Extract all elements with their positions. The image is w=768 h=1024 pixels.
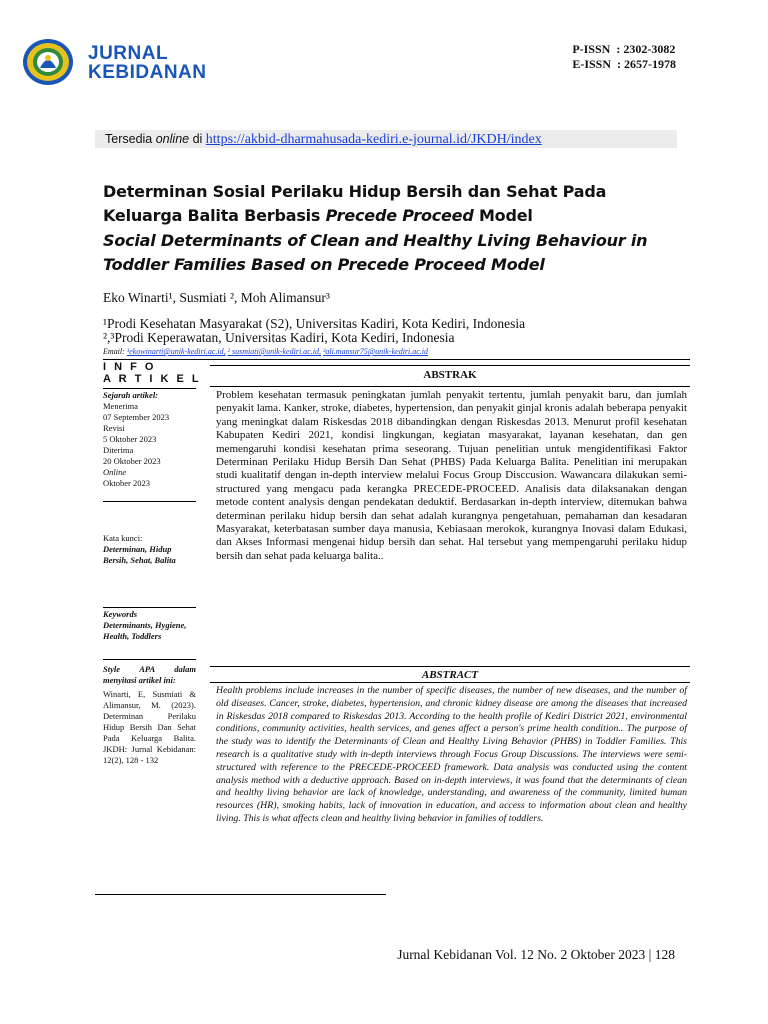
abstract-body: Health problems include increases in the number of specific diseases, the number of new diseases, and the number of old diseases. Cancer, stroke, diabetes, hypertension, and chronic kidney disease are among the diseases that increased in Riskesdas 2018 compared to Riskesdas 2013. According to the health profile of Kediri District 2021, environmental conditions, community activities, health services, and genes affect a person's prime health condition.. The purpose of the study was to identify the Determinants of Clean and Healthy Living Behavior (PHBS) in Toddler Families. This research is a qualitative study with in-depth interviews through Focus Group Discussions. The interviews were semi-structured with reference to the PRECEDE-PROCEED framework. Data analysis was conducted using the content analysis method with a deductive approach. Based on in-depth interviews, it was found that the determinants of clean and healthy living behavior are lack of knowledge, understanding, and awareness of the community, limited human resources (HR), smoking habits, lack of innovation in education, and access to information about clean and healthy living. This is what affects clean and healthy living behavior in families of toddlers.: [216, 685, 687, 824]
email-link-3[interactable]: ³ali.mansur75@unik-kediri.ac.id: [322, 347, 429, 356]
title-id-part1: Determinan Sosial Perilaku Hidup Bersih dan Sehat Pada Keluarga Balita Berbasis: [103, 182, 607, 225]
kata-kunci-label: Kata kunci:: [103, 533, 143, 543]
availability-online: online: [155, 132, 190, 146]
journal-emblem-icon: [22, 38, 74, 86]
authors: Eko Winarti¹, Susmiati ², Moh Alimansur³: [103, 290, 330, 305]
email-label: Email:: [103, 347, 127, 356]
affiliation-2: ²,³Prodi Keperawatan, Universitas Kadiri, Kota Kediri, Indonesia: [103, 330, 455, 345]
affiliation-1: ¹Prodi Kesehatan Masyarakat (S2), Universitas Kadiri, Kota Kediri, Indonesia: [103, 316, 526, 331]
email-link-2[interactable]: ² susmiati@unik-kediri.ac.id,: [227, 347, 321, 356]
kata-kunci-values: Determinan, Hidup Bersih, Sehat, Balita: [103, 544, 176, 565]
journal-logo: [22, 38, 232, 88]
availability-prefix: Tersedia: [105, 132, 156, 146]
history-item: 5 Oktober 2023: [103, 434, 157, 444]
history-divider: [103, 501, 196, 502]
apa-label: Style APA dalam menyitasi artikel ini:: [103, 664, 196, 685]
abstract-heading: ABSTRACT: [421, 669, 479, 681]
keywords-block: [103, 609, 196, 642]
journal-name-line1: JURNAL: [88, 43, 169, 64]
apa-citation: Winarti, E, Susmiati & Alimansur, M. (2023). Determinan Perilaku Hidup Bersih Dan Sehat Pada Keluarga Balita. JKDH: Jurnal Kebidanan: 12(2), 128 - 132: [103, 689, 196, 765]
history-label: Sejarah artikel:: [103, 390, 159, 400]
title-indonesian: [103, 180, 683, 228]
abstrak-heading: ABSTRAK: [423, 369, 477, 381]
apa-citation-block: [103, 664, 196, 766]
history-item: Menerima: [103, 401, 138, 411]
history-item: Oktober 2023: [103, 478, 150, 488]
email-link-1[interactable]: ¹ekowinarti@unik-kediri.ac.id,: [126, 347, 226, 356]
page-footer: Jurnal Kebidanan Vol. 12 No. 2 Oktober 2023 | 128: [397, 947, 675, 962]
abstrak-top-line: [210, 365, 690, 366]
availability-bar: [95, 130, 677, 148]
history-item: 07 September 2023: [103, 412, 170, 422]
issn-block: [572, 42, 676, 72]
info-divider: [103, 388, 196, 389]
journal-name-line2: KEBIDANAN: [88, 62, 207, 83]
abstract-top-line: [210, 666, 690, 667]
footnote-line: [95, 894, 386, 895]
title-id-part2: Model: [473, 206, 533, 225]
abstrak-bottom-line: [210, 386, 690, 387]
history-item: Revisi: [103, 423, 125, 433]
title-id-italic: Precede Proceed: [325, 206, 474, 225]
divider-top: [103, 359, 690, 360]
title-english: Social Determinants of Clean and Healthy Living Behaviour in Toddler Families Based on Precede Proceed Model: [103, 231, 648, 274]
keywords-values: Determinants, Hygiene, Health, Toddlers: [103, 620, 187, 641]
history-item: Diterima: [103, 445, 134, 455]
e-issn: E-ISSN : 2657-1978: [572, 57, 676, 71]
info-heading-line1: I N F O: [103, 361, 156, 373]
info-heading-line2: A R T I K E L: [103, 373, 202, 385]
email-line: [103, 347, 428, 356]
availability-di: di: [189, 132, 206, 146]
abstract-bottom-line: [210, 682, 690, 683]
p-issn: P-ISSN : 2302-3082: [572, 42, 676, 56]
article-history: [103, 390, 196, 489]
keywords-divider: [103, 659, 196, 660]
kata-kunci-divider: [103, 607, 196, 608]
history-item: Online: [103, 467, 127, 477]
history-item: 20 Oktober 2023: [103, 456, 161, 466]
abstrak-body: Problem kesehatan termasuk peningkatan jumlah penyakit tertentu, jumlah penyakit baru, dan jumlah penyakit lama. Kanker, stroke, diabetes, hypertension, dan penyakit ginjal kronis adalah beberapa penyakit yang meningkat dalam Riskesdas 2018 dibandingkan dengan Riskesdas 2013. Menurut profil kesehatan Kabupaten Kediri 2021, kondisi lingkungan, kegiatan masyarakat, layanan kesehatan, dan gen memengaruhi kondisi kesehatan prima seseorang. Tujuan penelitian untuk mengidentifikasi Faktor Determinan Perilaku Hidup Bersih Dan Sehat (PHBS) Pada Keluarga Balita. Penelitian ini merupakan studi kualitatif dengan in-depth interview melalui Focus Group Disccusion. Wawancara dilakukan semi-structured yang mengacu pada kerangka PRECEDE-PROCEED. Analisis data dilaksanakan dengan metode content analysis dengan pendekatan deduktif. Berdasarkan in-depth interview, ditemukan bahwa determinan perilaku hidup bersih dan sehat adalah kurangnya pengetahuan, pemahaman dan kesadaran Masyarakat, keterbatasan sumber daya manusia, Kebiasaan merokok, kurangnya Inovasi dalam Edukasi, dan Akses Informasi mengenai hidup bersih dan sehat. Hal tersebut yang mempengaruhi perilaku hidup bersih dan sehat pada keluarga balita..: [216, 389, 687, 562]
kata-kunci-block: [103, 533, 196, 566]
keywords-label: Keywords: [103, 609, 137, 619]
info-artikel-heading: [103, 361, 201, 385]
journal-url-link[interactable]: https://akbid-dharmahusada-kediri.e-journal.id/JKDH/index: [205, 132, 542, 147]
